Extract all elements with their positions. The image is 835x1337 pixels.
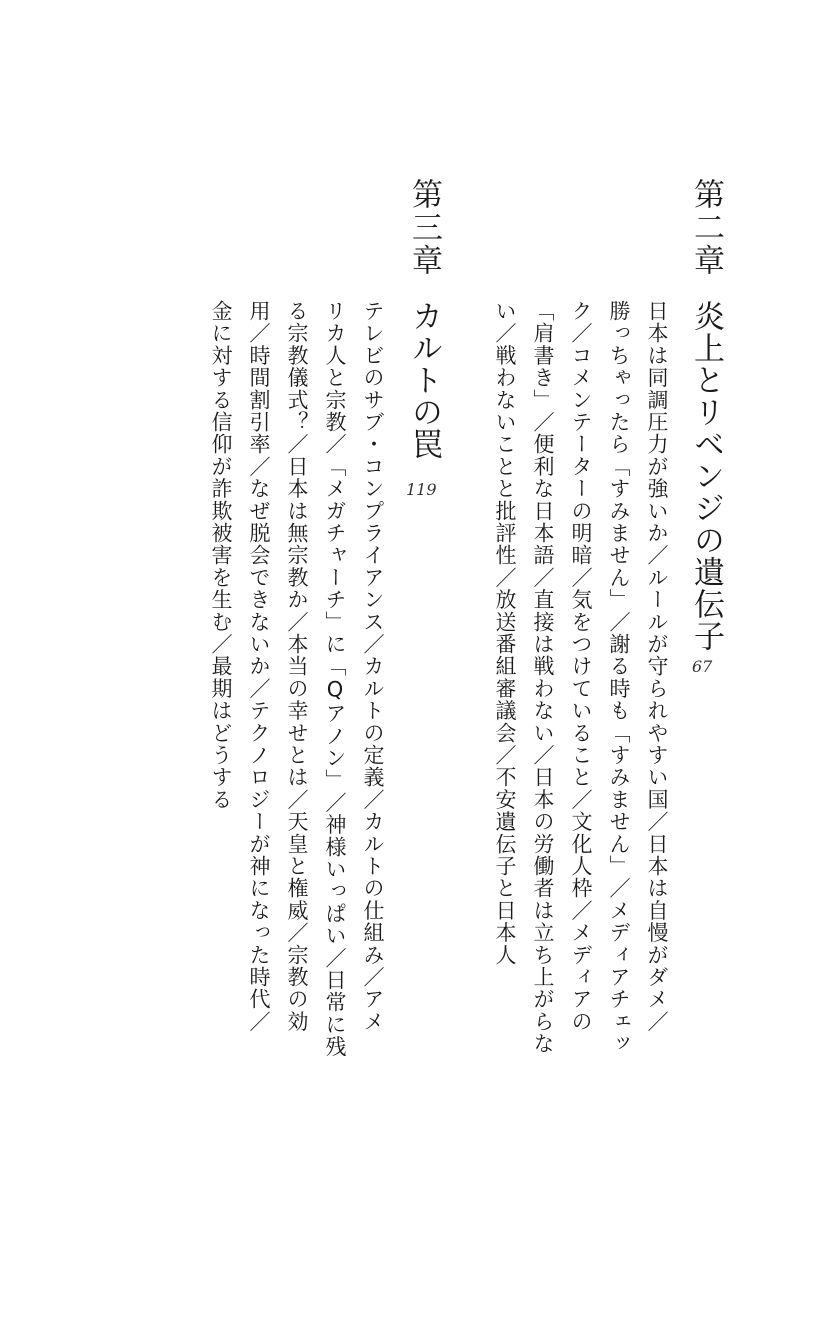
chapter-3-toc-line: テレビのサブ・コンプライアンス／カルトの定義／カルトの仕組み／アメ	[361, 300, 385, 1033]
chapter-3-toc-line: リカ人と宗教／「メガチャーチ」に「Qアノン」／神様いっぱい／日常に残	[323, 300, 347, 1058]
chapter-2-toc-line: 「肩書き」／便利な日本語／直接は戦わない／日本の労働者は立ち上がらな	[531, 300, 555, 1055]
chapter-2-toc-line: 日本は同調圧力が強いか／ルールが守られやすい国／日本は自慢がダメ／	[645, 300, 669, 1033]
chapter-3-toc-line: る宗教儀式？／日本は無宗教か／本当の幸せとは／天皇と権威／宗教の効	[285, 300, 309, 1033]
chapter-2-label: 第二章	[688, 178, 724, 277]
chapter-2-toc-line: ク／コメンテーターの明暗／気をつけていること／文化人枠／メディアの	[569, 300, 593, 1033]
chapter-3-toc-line: 金に対する信仰が詐欺被害を生む／最期はどうする	[209, 300, 233, 811]
chapter-2-toc-line: 勝っちゃったら「すみません」／謝る時も「すみません」／メディアチェッ	[607, 300, 631, 1055]
chapter-2-page-number: 67	[692, 657, 713, 676]
chapter-3-page-number: 119	[406, 480, 437, 499]
chapter-3-title: カルトの罠	[406, 300, 442, 460]
chapter-3-toc-line: 用／時間割引率／なぜ脱会できないか／テクノロジーが神になった時代／	[247, 300, 271, 1033]
chapter-2-title: 炎上とリベンジの遺伝子	[688, 300, 724, 652]
chapter-3-label: 第三章	[406, 178, 442, 277]
chapter-2-toc-line: い／戦わないことと批評性／放送番組審議会／不安遺伝子と日本人	[493, 300, 517, 966]
